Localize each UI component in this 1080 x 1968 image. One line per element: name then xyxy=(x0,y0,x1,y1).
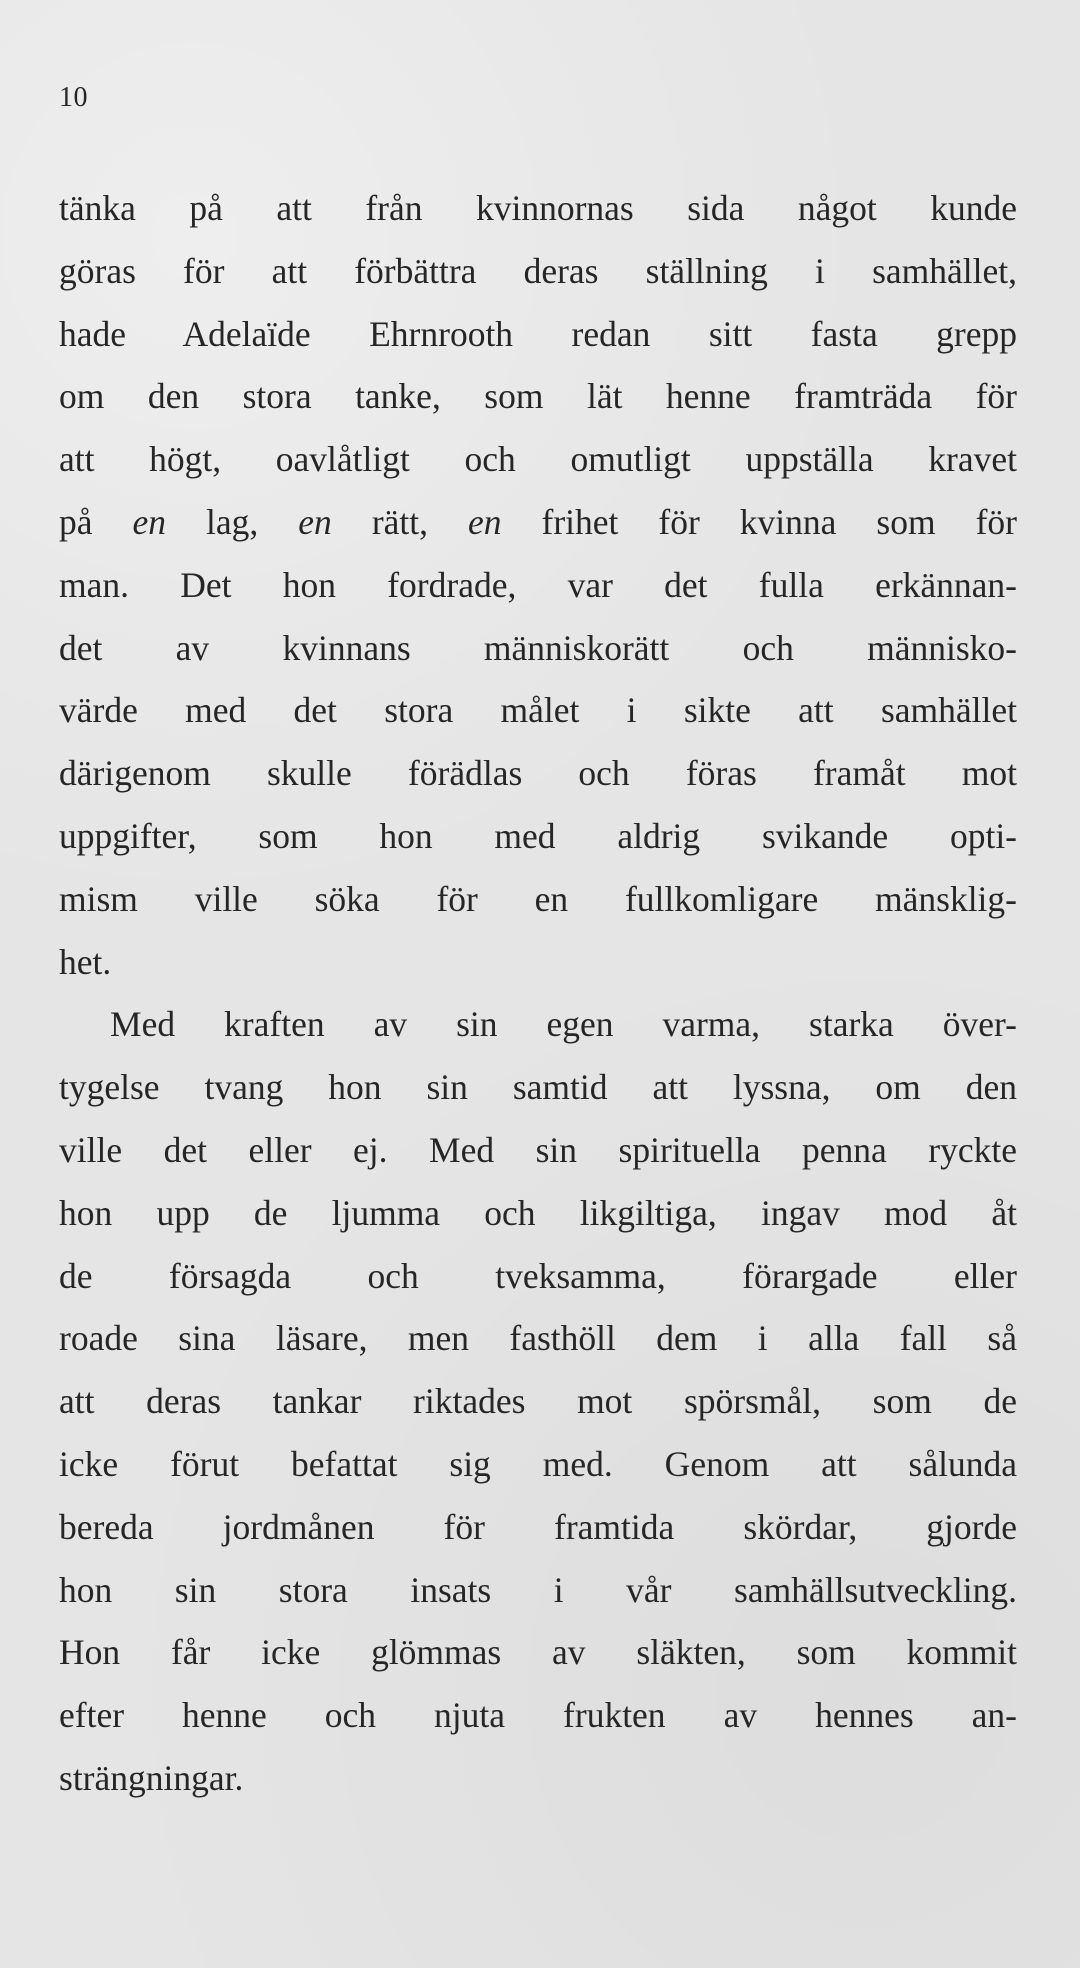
text-line xyxy=(59,1307,1017,1370)
text-fragment: om den stora tanke, som lät henne framträda för xyxy=(59,376,1017,417)
text-fragment: Med kraften av sin egen varma, starka över- xyxy=(110,1004,1017,1045)
text-fragment: het. xyxy=(59,941,112,982)
text-line xyxy=(59,1621,1017,1684)
text-line xyxy=(59,742,1017,805)
text-line xyxy=(59,554,1017,617)
text-fragment: värde med det stora målet i sikte att samhället xyxy=(59,690,1017,731)
text-line xyxy=(59,1370,1017,1433)
text-fragment: mism ville söka för en fullkomligare mänsklig- xyxy=(59,878,1017,919)
text-line xyxy=(59,1747,1017,1810)
text-fragment: att deras tankar riktades mot spörsmål, som de xyxy=(59,1381,1017,1422)
text-line xyxy=(59,365,1017,428)
text-fragment: de försagda och tveksamma, förargade eller xyxy=(59,1255,1017,1296)
text-fragment: icke förut befattat sig med. Genom att sålunda xyxy=(59,1443,1017,1484)
text-line xyxy=(59,240,1017,303)
text-line xyxy=(59,1119,1017,1182)
text-fragment: man. Det hon fordrade, var det fulla erkännan- xyxy=(59,564,1017,605)
text-fragment: lag, xyxy=(166,501,299,542)
text-fragment: att högt, oavlåtligt och omutligt uppställa kravet xyxy=(59,439,1017,480)
text-line xyxy=(59,1496,1017,1559)
text-fragment: därigenom skulle förädlas och föras framåt mot xyxy=(59,753,1017,794)
text-fragment: ville det eller ej. Med sin spirituella penna ryckte xyxy=(59,1129,1017,1170)
text-line xyxy=(59,1245,1017,1308)
text-fragment: rätt, xyxy=(331,501,468,542)
text-fragment: hade Adelaïde Ehrnrooth redan sitt fasta grepp xyxy=(59,313,1017,354)
text-line xyxy=(59,1684,1017,1747)
text-fragment: Hon får icke glömmas av släkten, som kommit xyxy=(59,1632,1017,1673)
page-number: 10 xyxy=(59,82,88,113)
text-fragment: det av kvinnans människorätt och människo- xyxy=(59,627,1017,668)
text-line xyxy=(59,491,1017,554)
text-line xyxy=(59,428,1017,491)
text-fragment: roade sina läsare, men fasthöll dem i alla fall så xyxy=(59,1318,1017,1359)
text-fragment: tygelse tvang hon sin samtid att lyssna, om den xyxy=(59,1067,1017,1108)
text-fragment: frihet för kvinna som för xyxy=(501,501,1017,542)
text-line xyxy=(59,1056,1017,1119)
text-fragment: göras för att förbättra deras ställning i samhället, xyxy=(59,250,1017,291)
text-line xyxy=(59,303,1017,366)
text-line xyxy=(59,1182,1017,1245)
text-line xyxy=(59,1433,1017,1496)
text-fragment: efter henne och njuta frukten av hennes an- xyxy=(59,1695,1017,1736)
text-line xyxy=(59,617,1017,680)
text-fragment: hon sin stora insats i vår samhällsutveckling. xyxy=(59,1569,1017,1610)
text-fragment: uppgifter, som hon med aldrig svikande opti- xyxy=(59,815,1017,856)
text-line xyxy=(59,931,1017,994)
text-line xyxy=(59,993,1017,1056)
italic-text: en xyxy=(298,501,332,542)
text-line xyxy=(59,868,1017,931)
text-line xyxy=(59,1559,1017,1622)
body-text xyxy=(59,177,1017,1810)
text-fragment: strängningar. xyxy=(59,1757,244,1798)
text-fragment: bereda jordmånen för framtida skördar, gjorde xyxy=(59,1506,1017,1547)
text-fragment: hon upp de ljumma och likgiltiga, ingav mod åt xyxy=(59,1192,1017,1233)
italic-text: en xyxy=(468,501,502,542)
text-line xyxy=(59,805,1017,868)
text-fragment: på xyxy=(59,501,133,542)
italic-text: en xyxy=(132,501,167,542)
text-line xyxy=(59,177,1017,240)
text-line xyxy=(59,679,1017,742)
text-fragment: tänka på att från kvinnornas sida något kunde xyxy=(59,188,1017,228)
